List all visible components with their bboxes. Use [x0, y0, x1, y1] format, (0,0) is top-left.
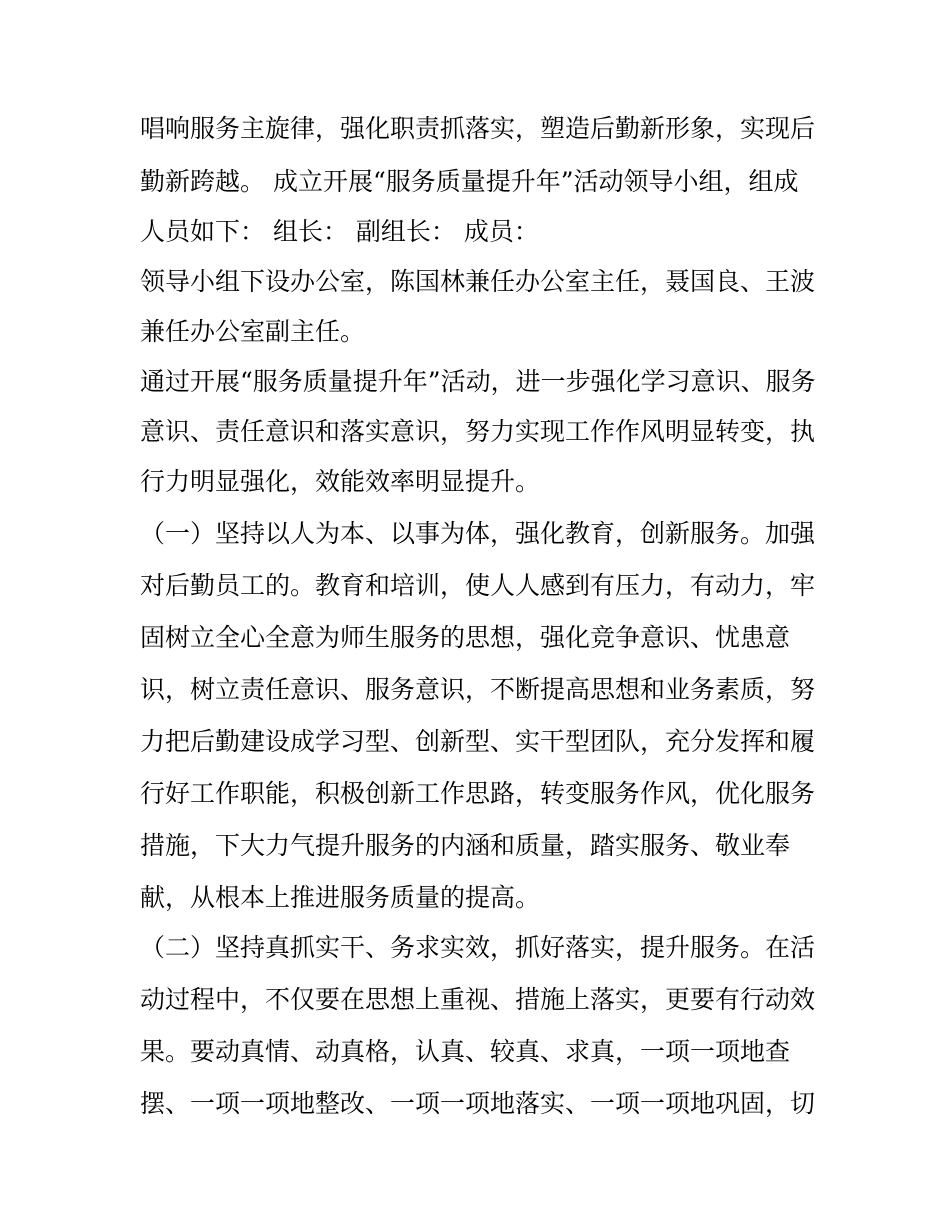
text-line: （二）坚持真抓实干、务求实效，抓好落实，提升服务。在活: [140, 933, 816, 962]
text-line: 行好工作职能，积极创新工作思路，转变服务作风，优化服务: [140, 779, 816, 808]
text-line: 对后勤员工的。教育和培训，使人人感到有压力，有动力，牢: [140, 571, 816, 600]
text-line: 兼任办公室副主任。: [140, 317, 366, 346]
text-line: 献，从根本上推进服务质量的提高。: [140, 883, 541, 912]
text-line: 摆、一项一项地整改、一项一项地落实、一项一项地巩固，切: [140, 1089, 816, 1118]
text-line: 固树立全心全意为师生服务的思想，强化竞争意识、忧患意: [140, 623, 791, 652]
text-line: 果。要动真情、动真格，认真、较真、求真，一项一项地查: [140, 1037, 791, 1066]
text-line: 通过开展“服务质量提升年”活动，进一步强化学习意识、服务: [140, 367, 816, 396]
text-line: 识，树立责任意识、服务意识，不断提高思想和业务素质，努: [140, 675, 816, 704]
text-line: 意识、责任意识和落实意识，努力实现工作作风明显转变，执: [140, 417, 816, 446]
text-line: 动过程中，不仅要在思想上重视、措施上落实，更要有行动效: [140, 985, 816, 1014]
text-line: 人员如下： 组长： 副组长： 成员：: [140, 217, 539, 246]
text-line: 措施，下大力气提升服务的内涵和质量，踏实服务、敬业奉: [140, 831, 791, 860]
text-line: 行力明显强化，效能效率明显提升。: [140, 467, 541, 496]
text-line: 唱响服务主旋律，强化职责抓落实，塑造后勤新形象，实现后: [140, 114, 816, 143]
text-line: 勤新跨越。 成立开展“服务质量提升年”活动领导小组，组成: [140, 167, 799, 196]
text-line: （一）坚持以人为本、以事为体，强化教育，创新服务。加强: [140, 519, 816, 548]
text-line: 领导小组下设办公室，陈国林兼任办公室主任，聂国良、王波: [140, 267, 816, 296]
text-line: 力把后勤建设成学习型、创新型、实干型团队，充分发挥和履: [140, 727, 816, 756]
